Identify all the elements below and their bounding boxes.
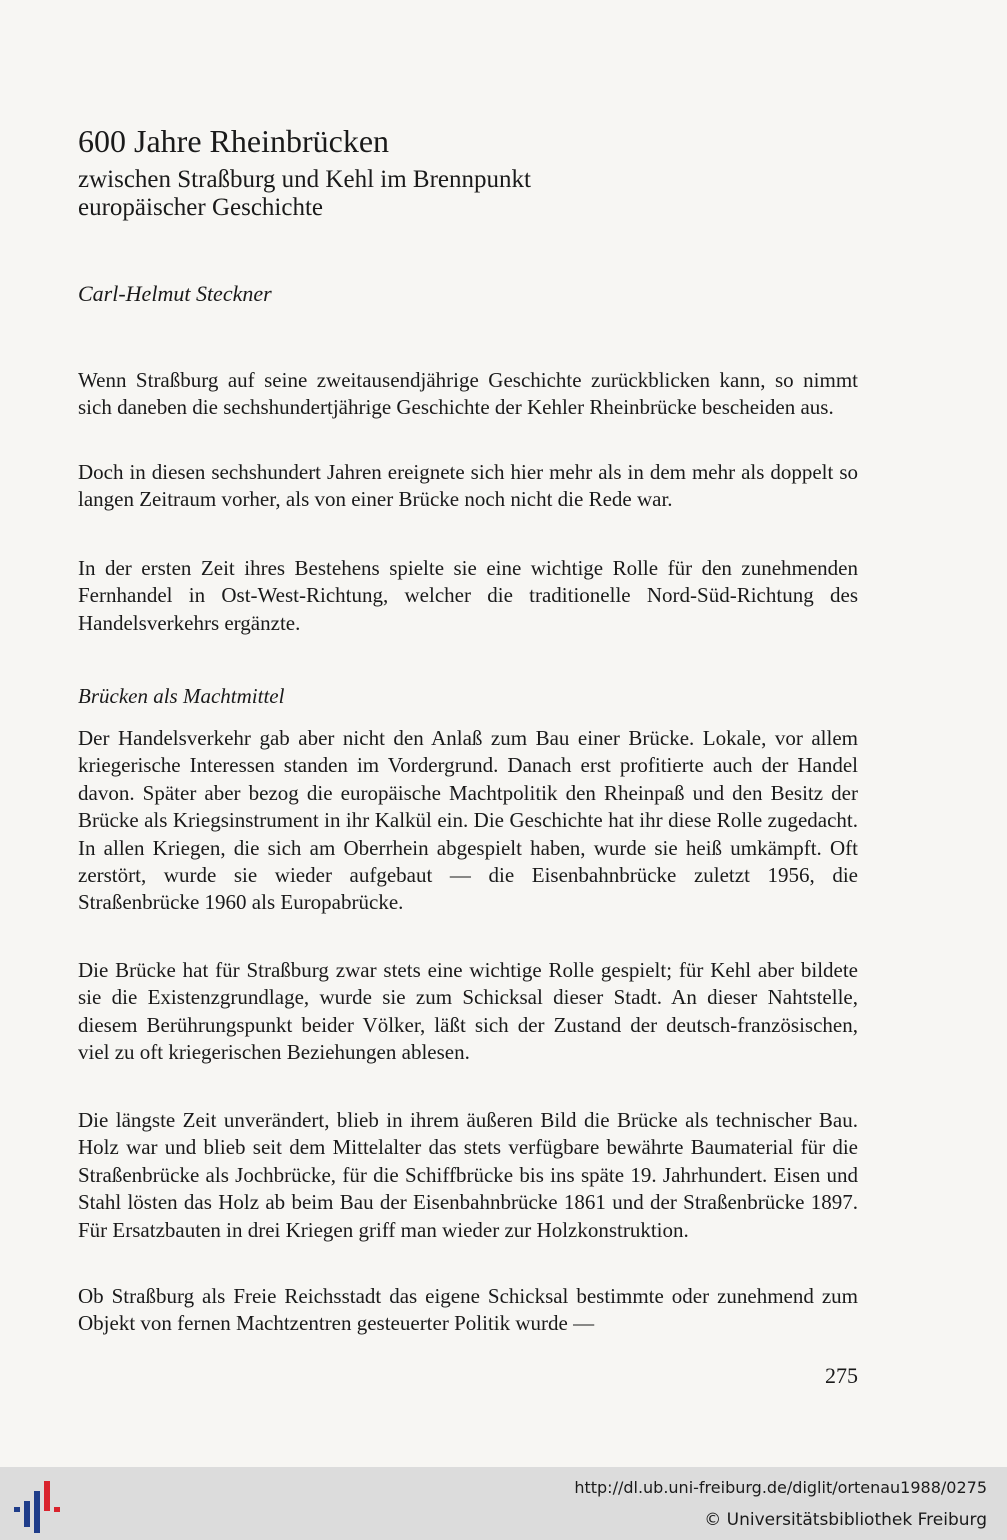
section-paragraph-4: Ob Straßburg als Freie Reichsstadt das eigene Schicksal bestimmte oder zunehmend zum Objekt von fernen Machtzentren gesteuerter Politik wurde — [78,1284,858,1336]
section-paragraph-3: Die längste Zeit unverändert, blieb in ihrem äußeren Bild die Brücke als technischer Bau. Holz war und blieb seit dem Mittelalter das stets verfügbare bewährte Baumaterial für die Straßenbrücke als Jochbrücke, für die Schiffbrücke bis ins späte 19. Jahrhundert. Eisen und Stahl lösten das Holz ab beim Bau der Eisenbahnbrücke 1861 und der Straßenbrücke 1897. Für Ersatzbauten in drei Kriegen griff man wieder zur Holzkonstruktion. [78,1108,858,1242]
subtitle-line-1: zwischen Straßburg und Kehl im Brennpunkt [78,166,531,193]
intro-paragraph-2: Doch in diesen sechshundert Jahren ereignete sich hier mehr als in dem mehr als doppelt so langen Zeitraum vorher, als von einer Brücke noch nicht die Rede war. [78,460,858,512]
footer-url-link[interactable]: http://dl.ub.uni-freiburg.de/diglit/ortenau1988/0275 [574,1478,987,1497]
article-title: 600 Jahre Rheinbrücken [78,123,390,159]
article-author: Carl-Helmut Steckner [78,281,272,306]
section-paragraph-2: Die Brücke hat für Straßburg zwar stets eine wichtige Rolle gespielt; für Kehl aber bildete sie die Existenzgrundlage, wurde sie zum Schicksal dieser Stadt. An dieser Nahtstelle, diesem Berührungspunkt beider Völker, läßt sich der Zustand der deutsch-französischen, viel zu oft kriegerischen Beziehungen ablesen. [78,958,858,1065]
section-paragraph-1: Der Handelsverkehr gab aber nicht den Anlaß zum Bau einer Brücke. Lokale, vor allem kriegerische Interessen standen im Vordergrund. Danach erst profitierte auch der Handel davon. Später aber bezog die europäische Machtpolitik den Rheinpaß und den Besitz der Brücke als Kriegsinstrument in ihr Kalkül ein. Die Geschichte hat ihr diese Rolle zugedacht. In allen Kriegen, die sich am Oberrhein abgespielt haben, wurde sie heiß umkämpft. Oft zerstört, wurde sie wieder aufgebaut — die Eisenbahnbrücke zuletzt 1956, die Straßenbrücke 1960 als Europabrücke. [78,726,858,915]
intro-paragraph-1: Wenn Straßburg auf seine zweitausendjährige Geschichte zurückblicken kann, so nimmt sich daneben die sechshundertjährige Geschichte der Kehler Rheinbrücke bescheiden aus. [78,368,858,420]
footer-copyright: © Universitätsbibliothek Freiburg [704,1510,987,1530]
page-number: 275 [825,1363,858,1388]
intro-paragraph-3: In der ersten Zeit ihres Bestehens spielte sie eine wichtige Rolle für den zunehmenden Fernhandel in Ost-West-Richtung, welcher die traditionelle Nord-Süd-Richtung des Handelsverkehrs ergänzte. [78,556,858,635]
subtitle-line-2: europäischer Geschichte [78,194,324,221]
section-heading: Brücken als Machtmittel [78,684,285,708]
footer-bar [0,1467,1007,1540]
article-subtitle [78,166,531,222]
ub-freiburg-logo-icon [12,1477,64,1533]
